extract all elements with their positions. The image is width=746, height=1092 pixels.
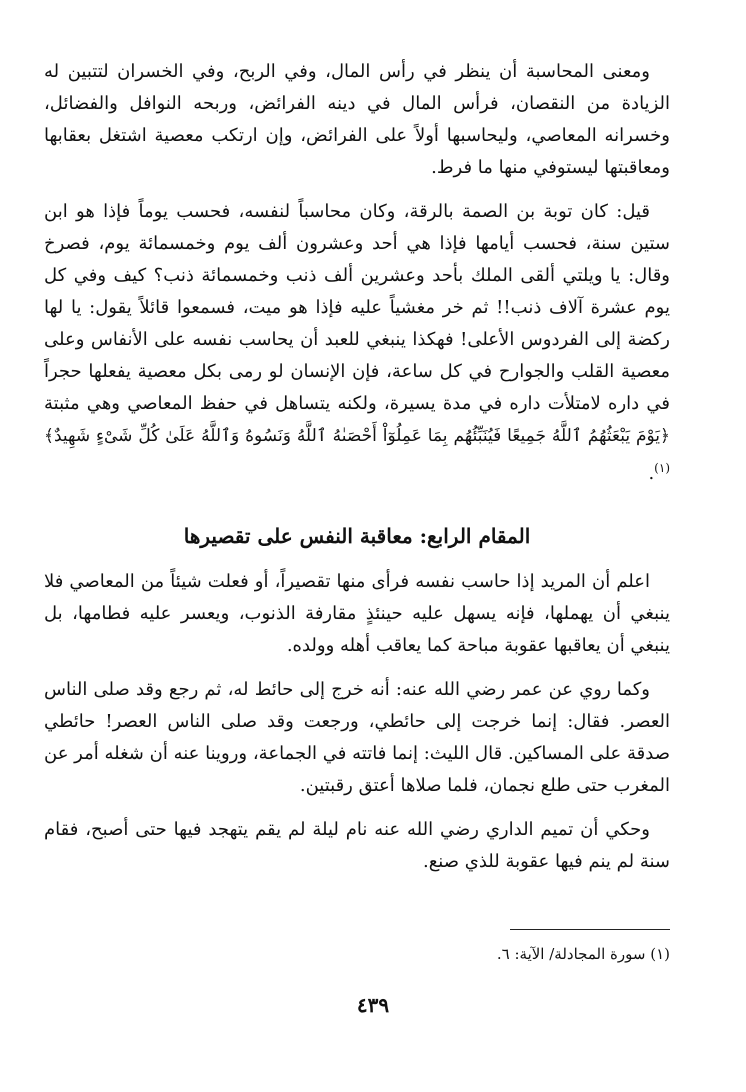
page-number: ٤٣٩ bbox=[356, 993, 390, 1017]
paragraph-4: وكما روي عن عمر رضي الله عنه: أنه خرج إلى حائط له، ثم رجع وقد صلى الناس العصر. فقال: إنما خرجت إلى حائطي، ورجعت وقد صلى الناس العصر! حائطي صدقة على المساكين. قال الليث: إنما فاتته في الجماعة، وروينا عنه أن شغله أمر عن المغرب حتى طلع نجمان، فلما صلاها أعتق رقبتين. bbox=[44, 679, 670, 796]
paragraph-1: ومعنى المحاسبة أن ينظر في رأس المال، وفي الربح، وفي الخسران لتتبين له الزيادة من النقصان، فرأس المال في دينه الفرائض، وربحه النوافل والفضائل، وخسرانه المعاصي، وليحاسبها أولاً على الفرائض، وإن ارتكب معصية اشتغل بعقابها ومعاقبتها ليستوفي منها ما فرط. bbox=[44, 61, 670, 178]
section-heading: المقام الرابع: معاقبة النفس على تقصيرها bbox=[183, 524, 531, 548]
quran-verse: ﴿يَوْمَ يَبْعَثُهُمُ ٱللَّهُ جَمِيعًا فَيُنَبِّئُهُم بِمَا عَمِلُوٓاْ أَحْصَىٰهُ ٱللَّهُ وَنَسُوهُ وَٱللَّهُ عَلَىٰ كُلِّ شَىْءٍ شَهِيدٌ﴾ bbox=[44, 426, 670, 446]
page-body bbox=[44, 56, 670, 890]
paragraph-2-text: قيل: كان توبة بن الصمة بالرقة، وكان محاسباً لنفسه، فحسب يوماً فإذا هو ابن ستين سنة، فحسب أيامها فإذا هي أحد وعشرون ألف يوم وخمسمائة يوم، فصرخ وقال: يا ويلتي ألقى الملك بأحد وعشرين ألف ذنب وخمسمائة ذنب؟ كيف وفي كل يوم عشرة آلاف ذنب!! ثم خر مغشياً عليه فإذا هو ميت، فسمعوا قائلاً يقول: يا لها ركضة إلى الفردوس الأعلى! فهكذا ينبغي للعبد أن يحاسب نفسه على الأنفاس وعلى معصية القلب والجوارح في كل ساعة، فإن الإنسان لو رمى بكل معصية يفعلها حجراً في داره لامتلأت داره في مدة يسيرة، ولكنه يتساهل في حفظ المعاصي وهي مثبتة bbox=[44, 201, 670, 414]
paragraph-5: وحكي أن تميم الداري رضي الله عنه نام ليلة لم يقم يتهجد فيها حتى أصبح، فقام سنة لم ينم فيها عقوبة للذي صنع. bbox=[44, 819, 670, 872]
footnote-reference: (١) bbox=[654, 461, 670, 475]
paragraph-2-end: . bbox=[648, 463, 655, 484]
footnote: (١) سورة المجادلة/ الآية: ٦. bbox=[496, 945, 670, 963]
footnote-divider bbox=[510, 929, 670, 930]
paragraph-2 bbox=[44, 196, 670, 490]
paragraph-3: اعلم أن المريد إذا حاسب نفسه فرأى منها تقصيراً، أو فعلت شيئاً من المعاصي فلا ينبغي أن يهملها، فإنه يسهل عليه حينئذٍ مقارفة الذنوب، ويعسر عليه فطامها، بل ينبغي أن يعاقبها عقوبة مباحة كما يعاقب أهله وولده. bbox=[44, 571, 670, 656]
